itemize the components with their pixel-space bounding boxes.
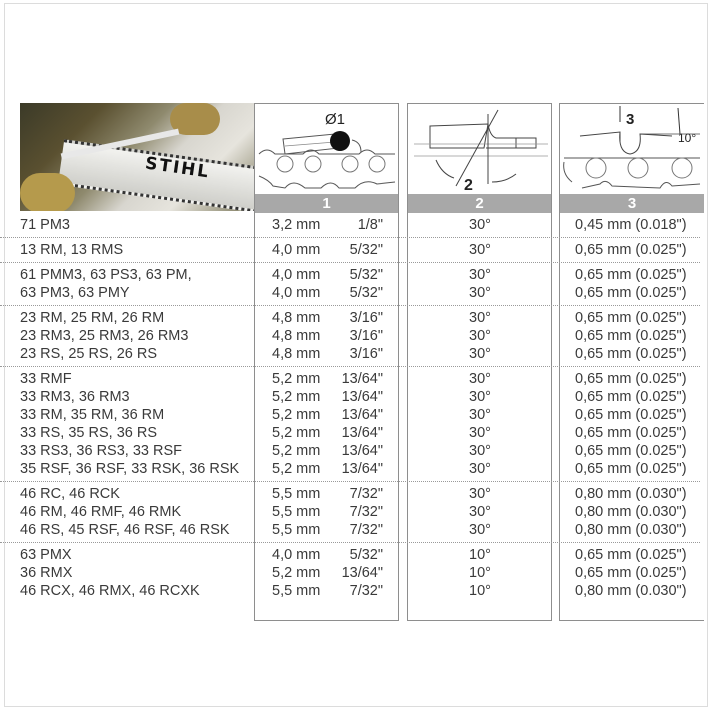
chain-model: 46 RC, 46 RCK — [20, 486, 120, 502]
depth-gauge: 0,45 mm (0.018") — [575, 217, 687, 233]
file-diameter-in: 7/32" — [349, 486, 383, 502]
file-diameter-in: 13/64" — [341, 407, 383, 423]
file-diameter-in: 5/32" — [349, 285, 383, 301]
depth-gauge: 0,65 mm (0.025") — [575, 547, 687, 563]
file-diameter-in: 3/16" — [349, 310, 383, 326]
table-row — [0, 521, 700, 539]
table-row — [0, 345, 700, 363]
file-diameter-mm: 4,0 mm — [272, 267, 321, 283]
filing-angle-diagram-icon — [408, 104, 551, 194]
depth-gauge: 0,65 mm (0.025") — [575, 389, 687, 405]
table-row — [0, 546, 700, 564]
depth-gauge: 0,65 mm (0.025") — [575, 242, 687, 258]
chain-model: 61 PMM3, 63 PS3, 63 PM, — [20, 267, 192, 283]
table-row — [0, 327, 700, 345]
depth-gauge: 0,80 mm (0.030") — [575, 486, 687, 502]
filing-angle: 30° — [469, 407, 491, 423]
table-row — [0, 388, 700, 406]
filing-angle: 10° — [469, 565, 491, 581]
file-diameter-in: 13/64" — [341, 461, 383, 477]
depth-gauge: 0,65 mm (0.025") — [575, 328, 687, 344]
chain-model: 23 RS, 25 RS, 26 RS — [20, 346, 158, 362]
file-diameter-in: 3/16" — [349, 346, 383, 362]
filing-angle: 30° — [469, 486, 491, 502]
filing-angle: 30° — [469, 522, 491, 538]
file-diameter-mm: 4,0 mm — [272, 285, 321, 301]
file-diameter-in: 13/64" — [341, 425, 383, 441]
filing-angle: 30° — [469, 310, 491, 326]
file-diameter-in: 3/16" — [349, 328, 383, 344]
chain-model: 71 PM3 — [20, 217, 70, 233]
filing-angle: 30° — [469, 389, 491, 405]
filing-angle: 30° — [469, 461, 491, 477]
file-diameter-mm: 4,0 mm — [272, 242, 321, 258]
chain-model: 46 RM, 46 RMF, 46 RMK — [20, 504, 182, 520]
sharpening-table — [0, 213, 700, 603]
column-number-1: 1 — [255, 194, 398, 213]
file-diameter-diagram-icon — [255, 104, 398, 194]
file-diameter-mm: 5,2 mm — [272, 443, 321, 459]
depth-gauge: 0,65 mm (0.025") — [575, 346, 687, 362]
depth-gauge: 0,65 mm (0.025") — [575, 407, 687, 423]
file-diameter-mm: 5,2 mm — [272, 565, 321, 581]
chain-model: 33 RM3, 36 RM3 — [20, 389, 130, 405]
table-group — [0, 306, 700, 367]
chain-model: 36 RMX — [20, 565, 73, 581]
chain-model: 23 RM, 25 RM, 26 RM — [20, 310, 165, 326]
filing-angle: 30° — [469, 504, 491, 520]
chain-model: 33 RMF — [20, 371, 72, 387]
file-diameter-mm: 5,2 mm — [272, 407, 321, 423]
table-row — [0, 442, 700, 460]
table-row — [0, 460, 700, 478]
depth-gauge-diagram-icon — [560, 104, 703, 194]
file-diameter-mm: 5,2 mm — [272, 371, 321, 387]
file-diameter-mm: 5,2 mm — [272, 461, 321, 477]
chainsaw-sharpening-photo — [20, 103, 254, 211]
chain-model: 46 RS, 45 RSF, 46 RSF, 46 RSK — [20, 522, 230, 538]
filing-angle: 30° — [469, 328, 491, 344]
depth-gauge: 0,65 mm (0.025") — [575, 310, 687, 326]
table-row — [0, 424, 700, 442]
chain-model: 33 RM, 35 RM, 36 RM — [20, 407, 165, 423]
file-diameter-mm: 4,8 mm — [272, 346, 321, 362]
filing-angle: 30° — [469, 371, 491, 387]
svg-text:3: 3 — [626, 111, 635, 128]
filing-angle: 30° — [469, 425, 491, 441]
file-diameter-in: 13/64" — [341, 565, 383, 581]
table-row — [0, 309, 700, 327]
filing-angle: 30° — [469, 217, 491, 233]
file-diameter-mm: 5,5 mm — [272, 583, 321, 599]
filing-angle: 30° — [469, 267, 491, 283]
file-diameter-mm: 5,2 mm — [272, 389, 321, 405]
file-diameter-in: 5/32" — [349, 267, 383, 283]
depth-gauge: 0,65 mm (0.025") — [575, 425, 687, 441]
table-group — [0, 238, 700, 263]
table-row — [0, 582, 700, 600]
chain-model: 33 RS3, 36 RS3, 33 RSF — [20, 443, 182, 459]
chain-model: 35 RSF, 36 RSF, 33 RSK, 36 RSK — [20, 461, 240, 477]
table-row — [0, 564, 700, 582]
file-diameter-mm: 5,2 mm — [272, 425, 321, 441]
table-row — [0, 241, 700, 259]
glove-shape — [20, 173, 75, 211]
file-diameter-mm: 5,5 mm — [272, 486, 321, 502]
chain-model: 46 RCX, 46 RMX, 46 RCXK — [20, 583, 200, 599]
table-row — [0, 406, 700, 424]
depth-gauge: 0,65 mm (0.025") — [575, 565, 687, 581]
file-diameter-in: 13/64" — [341, 389, 383, 405]
chain-model: 33 RS, 35 RS, 36 RS — [20, 425, 158, 441]
table-row — [0, 266, 700, 284]
file-diameter-mm: 5,5 mm — [272, 522, 321, 538]
depth-gauge: 0,80 mm (0.030") — [575, 522, 687, 538]
table-group — [0, 482, 700, 543]
table-row — [0, 485, 700, 503]
file-diameter-mm: 5,5 mm — [272, 504, 321, 520]
column-number-3: 3 — [560, 194, 704, 213]
svg-text:2: 2 — [464, 177, 473, 194]
file-diameter-mm: 4,8 mm — [272, 328, 321, 344]
file-diameter-mm: 4,8 mm — [272, 310, 321, 326]
filing-angle: 10° — [469, 547, 491, 563]
filing-angle: 10° — [469, 583, 491, 599]
file-diameter-in: 1/8" — [357, 217, 383, 233]
brand-logo: STIHL — [143, 153, 212, 183]
table-group — [0, 213, 700, 238]
file-diameter-mm: 4,0 mm — [272, 547, 321, 563]
file-diameter-in: 7/32" — [349, 522, 383, 538]
filing-angle: 30° — [469, 443, 491, 459]
file-diameter-in: 13/64" — [341, 371, 383, 387]
table-group — [0, 263, 700, 306]
depth-gauge: 0,65 mm (0.025") — [575, 443, 687, 459]
file-diameter-in: 5/32" — [349, 242, 383, 258]
column-number-2: 2 — [408, 194, 551, 213]
table-row — [0, 503, 700, 521]
depth-gauge: 0,65 mm (0.025") — [575, 371, 687, 387]
filing-angle: 30° — [469, 242, 491, 258]
chain-model: 13 RM, 13 RMS — [20, 242, 124, 258]
svg-text:Ø1: Ø1 — [325, 111, 346, 128]
filing-angle: 30° — [469, 346, 491, 362]
table-row — [0, 216, 700, 234]
file-diameter-in: 7/32" — [349, 504, 383, 520]
file-diameter-in: 13/64" — [341, 443, 383, 459]
table-group — [0, 367, 700, 482]
depth-gauge: 0,65 mm (0.025") — [575, 285, 687, 301]
table-row — [0, 370, 700, 388]
table-group — [0, 543, 700, 603]
table-row — [0, 284, 700, 302]
depth-gauge: 0,65 mm (0.025") — [575, 267, 687, 283]
file-diameter-mm: 3,2 mm — [272, 217, 321, 233]
depth-gauge: 0,80 mm (0.030") — [575, 583, 687, 599]
depth-gauge: 0,65 mm (0.025") — [575, 461, 687, 477]
depth-gauge: 0,80 mm (0.030") — [575, 504, 687, 520]
chain-model: 63 PMX — [20, 547, 72, 563]
file-diameter-in: 5/32" — [349, 547, 383, 563]
file-diameter-in: 7/32" — [349, 583, 383, 599]
chain-model: 63 PM3, 63 PMY — [20, 285, 130, 301]
svg-text:10°: 10° — [678, 131, 697, 145]
chain-model: 23 RM3, 25 RM3, 26 RM3 — [20, 328, 189, 344]
filing-angle: 30° — [469, 285, 491, 301]
